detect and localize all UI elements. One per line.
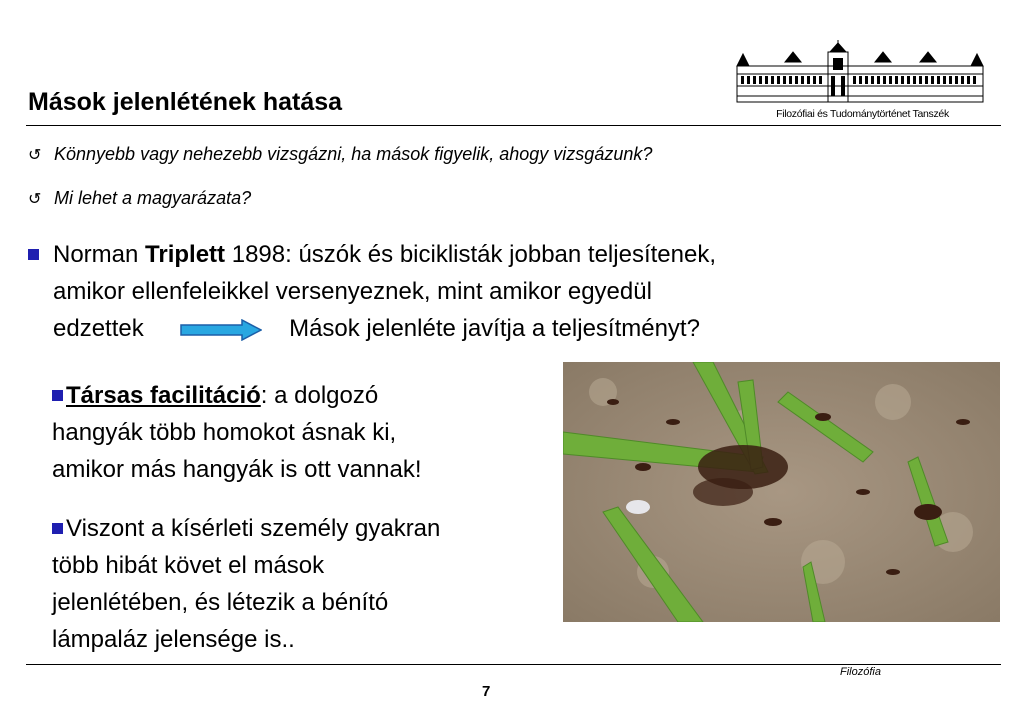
right-arrow-icon: [180, 319, 262, 341]
page-number: 7: [482, 683, 491, 700]
sub-text: lámpaláz jelensége is..: [52, 626, 295, 653]
slide-title: Mások jelenlétének hatása: [28, 88, 343, 116]
sub-text: : a dolgozó: [260, 382, 379, 409]
main-text-line2: amikor ellenfeleikkel versenyeznek, mint amikor egyedül: [53, 278, 652, 305]
researcher-name: Triplett: [145, 241, 226, 268]
main-text-line1: 1898: úszók és biciklisták jobban teljesítenek,: [225, 241, 716, 268]
main-text-line3-left: edzettek: [53, 315, 144, 342]
logo-caption: Filozófiai és Tudománytörténet Tanszék: [776, 108, 949, 120]
main-bullet: [28, 236, 973, 347]
sub-text: amikor más hangyák is ott vannak!: [52, 456, 422, 483]
sub-bullet-stage-fright: [52, 510, 572, 658]
square-bullet-icon: [52, 390, 63, 401]
question-item: [28, 144, 652, 165]
term-social-facilitation: Társas facilitáció: [66, 382, 261, 409]
ants-photo: [563, 362, 1000, 622]
footer-label: Filozófia: [840, 666, 881, 678]
sub-text: több hibát követ el mások: [52, 552, 325, 579]
question-item: [28, 188, 251, 209]
sub-text: Viszont a kísérleti személy gyakran: [66, 515, 441, 542]
circle-arrow-icon: ↺: [28, 146, 42, 164]
circle-arrow-icon: ↺: [28, 190, 42, 208]
question-text: Mi lehet a magyarázata?: [54, 188, 252, 208]
header-divider: [26, 125, 1001, 126]
square-bullet-icon: [52, 523, 63, 534]
sub-text: hangyák több homokot ásnak ki,: [52, 419, 397, 446]
footer-divider: [26, 664, 1001, 665]
square-bullet-icon: [28, 249, 39, 260]
sub-bullet-social-facilitation: [52, 377, 572, 488]
main-text-prefix: Norman: [53, 241, 146, 268]
sub-text: jelenlétében, és létezik a bénító: [52, 589, 389, 616]
main-text-line3-right: Mások jelenléte javítja a teljesítményt?: [289, 315, 700, 342]
question-text: Könnyebb vagy nehezebb vizsgázni, ha mások figyelik, ahogy vizsgázunk?: [54, 144, 653, 164]
